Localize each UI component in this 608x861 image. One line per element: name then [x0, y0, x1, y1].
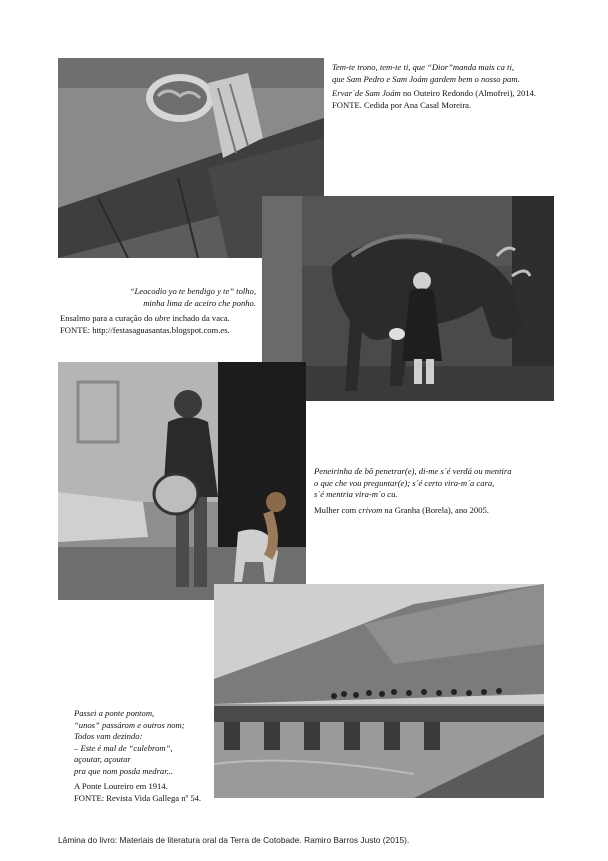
caption-source: FONTE: http://festasaguasantas.blogspot.com.es.	[60, 324, 230, 335]
verse-line: “unos” passárom e outros nom;	[74, 719, 185, 730]
caption-description: Ervar´de Sam Joám no Outeiro Redondo (Almofrei), 2014.	[332, 88, 537, 98]
verse-line: Tem-te trono, tem-te ti, que “Dior”manda mais ca ti,	[332, 62, 514, 72]
photo-ponte-loureiro	[214, 584, 544, 798]
verse-line: o que che vou preguntar(e); s´é certo vira-m´a cara,	[314, 477, 495, 488]
verse-line: açoutar, açoutar	[74, 754, 131, 764]
verse-line: que Sam Pedro e Sam Joám gardem bem o nosso pam.	[332, 73, 520, 84]
verse-line: pra que nom posda medrar...	[74, 765, 174, 776]
verse-line: s´é mentria vira-m´o cu.	[314, 489, 398, 499]
caption-crivo	[314, 466, 559, 516]
caption-ponte	[74, 708, 214, 804]
caption-sanjoam	[332, 62, 562, 111]
photo-woman-sieve-dog	[58, 362, 306, 600]
caption-vaca	[60, 286, 256, 336]
verse-line: “Leocodio yo te bendigo y te” tolho,	[129, 286, 256, 296]
verse-line: Passei a ponte pontom,	[74, 708, 155, 718]
caption-source: FONTE: Revista Vida Gallega nº 54.	[74, 792, 202, 803]
caption-description: Mulher com crivom na Granha (Borela), ano 2005.	[314, 504, 489, 515]
verse-line: – Este é mal de “culebrom”,	[74, 742, 173, 753]
verse-line: Todos vam dezindo:	[74, 731, 143, 741]
caption-description: Ensalmo para a curação do ubre inchado da vaca.	[60, 313, 230, 323]
verse-line: minha lima de aceiro che ponho.	[143, 297, 256, 308]
page-footer: Lâmina do livro: Materiais de literatura oral da Terra de Cotobade. Ramiro Barros Justo (2015).	[58, 835, 410, 845]
verse-line: Peneirinha de bô penetrar(e), di-me s´é verdá ou mentira	[314, 466, 512, 476]
caption-source: FONTE. Cedida por Ana Casal Moreira.	[332, 99, 472, 110]
caption-description: A Ponte Loureiro em 1914.	[74, 781, 168, 791]
